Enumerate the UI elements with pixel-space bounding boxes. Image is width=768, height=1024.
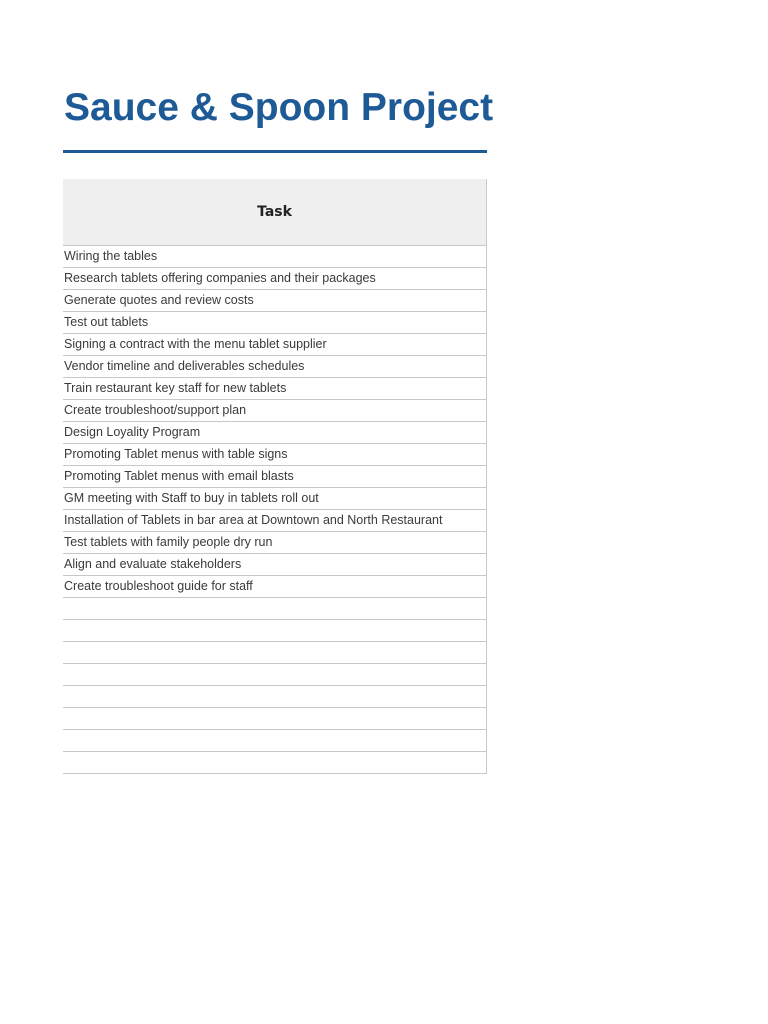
table-row (63, 488, 487, 510)
task-table-body (63, 246, 487, 774)
table-row (63, 532, 487, 554)
task-cell: Align and evaluate stakeholders (63, 554, 487, 576)
task-cell: Promoting Tablet menus with table signs (63, 444, 487, 466)
table-row (63, 246, 487, 268)
table-row (63, 356, 487, 378)
table-row (63, 378, 487, 400)
title-underline (63, 150, 487, 153)
table-row (63, 598, 487, 620)
task-cell: Wiring the tables (63, 246, 487, 268)
task-cell (63, 686, 487, 708)
task-cell: Design Loyality Program (63, 422, 487, 444)
table-row (63, 268, 487, 290)
task-cell (63, 752, 487, 774)
task-cell (63, 664, 487, 686)
task-cell: Test tablets with family people dry run (63, 532, 487, 554)
table-row (63, 642, 487, 664)
task-cell: Generate quotes and review costs (63, 290, 487, 312)
task-cell (63, 730, 487, 752)
table-row (63, 334, 487, 356)
table-row (63, 312, 487, 334)
table-row (63, 752, 487, 774)
task-cell: Signing a contract with the menu tablet supplier (63, 334, 487, 356)
task-cell: Installation of Tablets in bar area at Downtown and North Restaurant (63, 510, 487, 532)
task-column-header: Task (63, 179, 487, 246)
task-cell (63, 642, 487, 664)
task-cell: Promoting Tablet menus with email blasts (63, 466, 487, 488)
page-title: Sauce & Spoon Project (64, 86, 494, 129)
task-cell: Create troubleshoot guide for staff (63, 576, 487, 598)
table-row (63, 576, 487, 598)
table-row (63, 730, 487, 752)
table-row (63, 554, 487, 576)
table-row (63, 466, 487, 488)
table-row (63, 664, 487, 686)
task-cell: GM meeting with Staff to buy in tablets roll out (63, 488, 487, 510)
table-row (63, 422, 487, 444)
task-cell (63, 620, 487, 642)
task-cell: Create troubleshoot/support plan (63, 400, 487, 422)
table-row (63, 400, 487, 422)
task-cell: Research tablets offering companies and their packages (63, 268, 487, 290)
table-row (63, 444, 487, 466)
task-cell: Train restaurant key staff for new tablets (63, 378, 487, 400)
task-cell (63, 708, 487, 730)
table-row (63, 290, 487, 312)
task-cell: Vendor timeline and deliverables schedules (63, 356, 487, 378)
table-row (63, 620, 487, 642)
task-cell: Test out tablets (63, 312, 487, 334)
table-header-row (63, 179, 487, 246)
table-row (63, 510, 487, 532)
table-row (63, 708, 487, 730)
table-row (63, 686, 487, 708)
task-table (63, 179, 487, 774)
task-cell (63, 598, 487, 620)
